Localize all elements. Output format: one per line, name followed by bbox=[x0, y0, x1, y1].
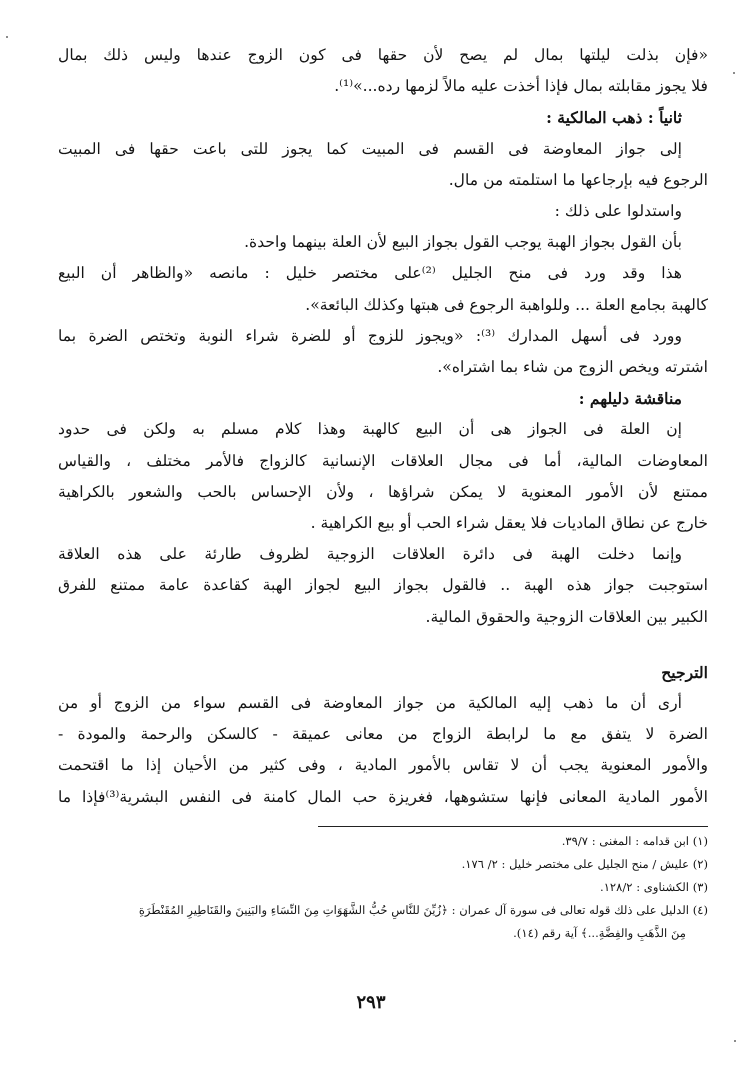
text-line: كالهبة بجامع العلة ... وللواهبة الرجوع فى هبتها وكذلك البائعة». bbox=[305, 295, 708, 314]
text-line: الضرة لا يتفق مع ما لرابطة الزواج من معانى عميقة - كالسكن والرحمة والمودة - bbox=[58, 725, 708, 744]
scan-speck bbox=[6, 36, 8, 38]
scan-speck bbox=[734, 1040, 736, 1042]
text-line: والأمور المعنوية يجب أن لا تقاس بالأمور المادية ، وفى كثير من الأحيان إذا ما اقتحمت bbox=[58, 756, 708, 775]
text-line: الرجوع فيه بإرجاعها ما استلمته من مال. bbox=[448, 170, 708, 189]
text-line: إن العلة فى الجواز هى أن البيع كالهبة وهذا كلام مسلم به ولكن فى حدود bbox=[58, 420, 682, 439]
footnote: (١) ابن قدامه : المغنى : ٣٩/٧. bbox=[561, 834, 708, 848]
text-line: مناقشة دليلهم : bbox=[578, 389, 682, 409]
text-line: وإنما دخلت الهبة فى دائرة العلاقات الزوجية لظروف طارئة على هذه العلاقة bbox=[58, 545, 682, 564]
text-line: خارج عن نطاق الماديات فلا يعقل شراء الحب أو بيع الكراهية . bbox=[310, 514, 708, 533]
text-line: بأن القول بجواز الهبة يوجب القول بجواز البيع لأن العلة بينهما واحدة. bbox=[244, 233, 682, 252]
text-line: الكبير بين العلاقات الزوجية والحقوق المالية. bbox=[425, 607, 708, 626]
text-line: أرى أن ما ذهب إليه المالكية من جواز المعاوضة فى القسم سواء من الزوج أو من bbox=[58, 694, 682, 713]
text-line: اشترته ويخص الزوج من شاء بما اشتراه». bbox=[437, 358, 708, 377]
footnotes bbox=[58, 830, 708, 945]
footnote-divider bbox=[318, 826, 708, 827]
text-line: ممتنع لأن الأمور المعنوية لا يمكن شراؤها ، ولأن الإحساس بالحب والشعور بالكراهية bbox=[58, 482, 708, 501]
text-line: هذا وقد ورد فى منح الجليل ⁽²⁾على مختصر خليل : مانصه «والظاهر أن البيع bbox=[58, 264, 683, 283]
footnote: (٣) الكشناوى : ١٢٨/٢. bbox=[600, 880, 708, 894]
footnote: مِنَ الذَّهَبِ والفِضَّةِ...﴾ آية رقم (١٤). bbox=[513, 926, 686, 940]
text-line: ثانياً : ذهب المالكية : bbox=[546, 108, 682, 128]
text-line: فلا يجوز مقابلته بمال فإذا أخذت عليه مالاً لزمها رده...»⁽¹⁾. bbox=[334, 77, 708, 96]
text-line: استوجبت جواز هذه الهبة .. فالقول بجواز البيع لجواز الهبة كقاعدة عامة ممتنع للفرق bbox=[58, 576, 708, 595]
text-line: إلى جواز المعاوضة فى القسم فى المبيت كما يجوز للتى باعت حقها فى المبيت bbox=[58, 139, 682, 158]
text-line: المعاوضات المالية، أما فى مجال العلاقات الإنسانية كالزواج فالأمر مختلف ، والقياس bbox=[58, 451, 708, 470]
footnote: (٢) عليش / منح الجليل على مختصر خليل : ٢/ ١٧٦. bbox=[461, 857, 708, 871]
footnote: (٤) الدليل على ذلك قوله تعالى فى سورة آل عمران : ﴿زُيِّنَ للنَّاسِ حُبُّ الشَّهَوَاتِ مِنَ النِّسَاءِ والبَنِينَ والقَنَاطِيرِ المُقَنْطَرَةِ bbox=[138, 903, 708, 917]
text-line: الترجيح bbox=[661, 662, 708, 682]
page-number: ٢٩٣ bbox=[356, 992, 386, 1013]
text-line: واستدلوا على ذلك : bbox=[554, 202, 682, 221]
main-text bbox=[58, 40, 708, 813]
scan-speck bbox=[733, 72, 735, 74]
text-line bbox=[58, 633, 708, 657]
text-line: وورد فى أسهل المدارك ⁽³⁾: «ويجوز للزوج أو للضرة شراء النوبة وتختص الضرة بما bbox=[58, 326, 682, 345]
text-line: الأمور المادية المعانى فإنها ستشوهها، فغريزة حب المال كامنة فى النفس البشرية⁽³⁾فإذا ما bbox=[58, 787, 708, 806]
text-line: «فإن بذلت ليلتها بمال لم يصح لأن حقها فى كون الزوج عندها وليس ذلك بمال bbox=[58, 46, 708, 64]
